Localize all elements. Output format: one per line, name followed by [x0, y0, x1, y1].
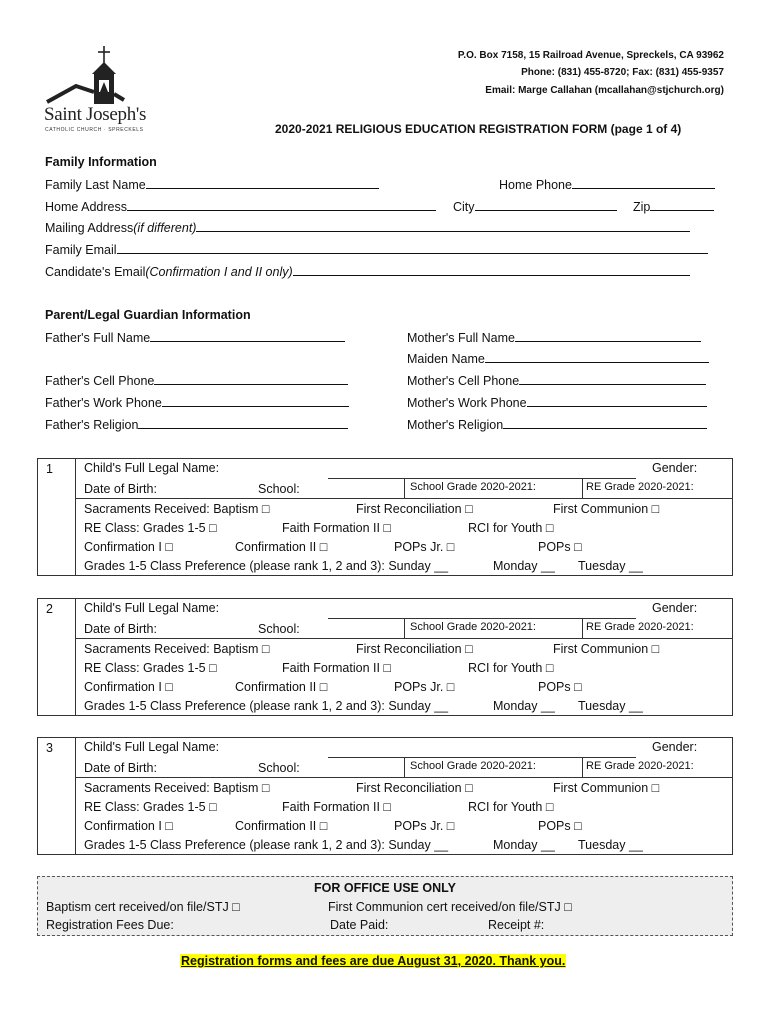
candidate-email-note: (Confirmation I and II only) — [145, 265, 293, 279]
address-line: P.O. Box 7158, 15 Railroad Avenue, Spreckels, CA 93962 — [457, 50, 724, 61]
child-block-2 — [37, 598, 733, 716]
child-school-grade-field[interactable]: School Grade 2020-2021: — [410, 481, 536, 493]
first-communion-checkbox[interactable]: First Communion □ — [553, 502, 660, 516]
first-communion-checkbox[interactable]: First Communion □ — [553, 781, 660, 795]
office-use-box — [37, 876, 733, 936]
class-preference-monday[interactable]: Monday __ — [493, 559, 555, 573]
child-number: 1 — [46, 462, 53, 476]
child-block-1 — [37, 458, 733, 576]
father-work-label: Father's Work Phone — [45, 396, 162, 410]
confirmation-2-checkbox[interactable]: Confirmation II □ — [235, 540, 328, 554]
father-cell-label: Father's Cell Phone — [45, 374, 155, 388]
first-reconciliation-checkbox[interactable]: First Reconciliation □ — [356, 781, 473, 795]
class-preference-sunday[interactable]: Grades 1-5 Class Preference (please rank 1, 2 and 3): Sunday __ — [84, 838, 449, 852]
mailing-address-field[interactable] — [45, 220, 690, 235]
child-re-grade-field[interactable]: RE Grade 2020-2021: — [586, 481, 694, 493]
child-block-3 — [37, 737, 733, 855]
first-communion-checkbox[interactable]: First Communion □ — [553, 642, 660, 656]
father-name-field[interactable] — [45, 330, 345, 345]
guardian-section-title: Parent/Legal Guardian Information — [45, 308, 251, 322]
re-class-grades-checkbox[interactable]: RE Class: Grades 1-5 □ — [84, 661, 217, 675]
zip-label: Zip — [633, 200, 651, 214]
class-preference-tuesday[interactable]: Tuesday __ — [578, 699, 643, 713]
rci-youth-checkbox[interactable]: RCI for Youth □ — [468, 800, 554, 814]
class-preference-monday[interactable]: Monday __ — [493, 838, 555, 852]
confirmation-1-checkbox[interactable]: Confirmation I □ — [84, 680, 173, 694]
church-building-icon — [42, 44, 162, 106]
maiden-name-label: Maiden Name — [407, 352, 485, 366]
communion-cert-checkbox[interactable]: First Communion cert received/on file/STJ □ — [328, 900, 572, 914]
baptism-cert-checkbox[interactable]: Baptism cert received/on file/STJ □ — [46, 900, 240, 914]
confirmation-2-checkbox[interactable]: Confirmation II □ — [235, 680, 328, 694]
family-last-name-field[interactable] — [45, 177, 379, 192]
home-address-label: Home Address — [45, 200, 127, 214]
mother-name-field[interactable] — [407, 330, 701, 345]
logo-subtitle: CATHOLIC CHURCH · SPRECKELS — [45, 127, 144, 133]
confirmation-1-checkbox[interactable]: Confirmation I □ — [84, 819, 173, 833]
mother-work-label: Mother's Work Phone — [407, 396, 527, 410]
faith-formation-checkbox[interactable]: Faith Formation II □ — [282, 661, 391, 675]
pops-checkbox[interactable]: POPs □ — [538, 819, 582, 833]
child-gender-field[interactable]: Gender: — [652, 601, 698, 615]
child-dob-field[interactable]: Date of Birth: — [84, 761, 157, 775]
child-school-grade-field[interactable]: School Grade 2020-2021: — [410, 621, 536, 633]
receipt-number-field[interactable]: Receipt #: — [488, 918, 545, 932]
deadline-notice: Registration forms and fees are due August 31, 2020. Thank you. — [181, 954, 566, 968]
child-number-cell — [38, 459, 76, 575]
child-school-field[interactable]: School: — [258, 761, 300, 775]
mother-cell-field[interactable] — [407, 373, 706, 388]
church-logo — [42, 44, 162, 134]
city-label: City — [453, 200, 475, 214]
baptism-checkbox[interactable]: Sacraments Received: Baptism □ — [84, 502, 270, 516]
family-email-label: Family Email — [45, 243, 117, 257]
mailing-address-note: (if different) — [133, 221, 197, 235]
pops-jr-checkbox[interactable]: POPs Jr. □ — [394, 540, 455, 554]
child-school-field[interactable]: School: — [258, 622, 300, 636]
class-preference-sunday[interactable]: Grades 1-5 Class Preference (please rank 1, 2 and 3): Sunday __ — [84, 559, 449, 573]
child-re-grade-field[interactable]: RE Grade 2020-2021: — [586, 621, 694, 633]
registration-fees-field[interactable]: Registration Fees Due: — [46, 918, 174, 932]
child-legal-name-field[interactable]: Child's Full Legal Name: — [84, 740, 220, 754]
form-title: 2020-2021 RELIGIOUS EDUCATION REGISTRATION FORM (page 1 of 4) — [275, 122, 682, 136]
faith-formation-checkbox[interactable]: Faith Formation II □ — [282, 800, 391, 814]
candidate-email-field[interactable] — [45, 264, 690, 279]
zip-field[interactable] — [633, 199, 714, 214]
family-section-title: Family Information — [45, 155, 157, 169]
logo-name: Saint Joseph's — [44, 104, 147, 125]
father-work-field[interactable] — [45, 395, 349, 410]
family-email-field[interactable] — [45, 242, 708, 257]
child-legal-name-field[interactable]: Child's Full Legal Name: — [84, 601, 220, 615]
confirmation-2-checkbox[interactable]: Confirmation II □ — [235, 819, 328, 833]
pops-checkbox[interactable]: POPs □ — [538, 680, 582, 694]
date-paid-field[interactable]: Date Paid: — [330, 918, 389, 932]
class-preference-monday[interactable]: Monday __ — [493, 699, 555, 713]
child-gender-field[interactable]: Gender: — [652, 461, 698, 475]
baptism-checkbox[interactable]: Sacraments Received: Baptism □ — [84, 642, 270, 656]
mother-work-field[interactable] — [407, 395, 707, 410]
child-school-grade-field[interactable]: School Grade 2020-2021: — [410, 760, 536, 772]
baptism-checkbox[interactable]: Sacraments Received: Baptism □ — [84, 781, 270, 795]
pops-checkbox[interactable]: POPs □ — [538, 540, 582, 554]
father-religion-label: Father's Religion — [45, 418, 139, 432]
maiden-name-field[interactable] — [407, 351, 709, 366]
father-cell-field[interactable] — [45, 373, 348, 388]
child-re-grade-field[interactable]: RE Grade 2020-2021: — [586, 760, 694, 772]
child-number: 3 — [46, 741, 53, 755]
rci-youth-checkbox[interactable]: RCI for Youth □ — [468, 521, 554, 535]
first-reconciliation-checkbox[interactable]: First Reconciliation □ — [356, 502, 473, 516]
phone-line: Phone: (831) 455-8720; Fax: (831) 455-9357 — [521, 67, 724, 78]
confirmation-1-checkbox[interactable]: Confirmation I □ — [84, 540, 173, 554]
office-use-title: FOR OFFICE USE ONLY — [314, 881, 456, 895]
candidate-email-label: Candidate's Email — [45, 265, 146, 279]
mother-religion-field[interactable] — [407, 417, 707, 432]
re-class-grades-checkbox[interactable]: RE Class: Grades 1-5 □ — [84, 521, 217, 535]
father-religion-field[interactable] — [45, 417, 348, 432]
mother-cell-label: Mother's Cell Phone — [407, 374, 520, 388]
family-last-name-label: Family Last Name — [45, 178, 146, 192]
mother-religion-label: Mother's Religion — [407, 418, 504, 432]
home-phone-label: Home Phone — [499, 178, 572, 192]
home-phone-field[interactable] — [499, 177, 715, 192]
rci-youth-checkbox[interactable]: RCI for Youth □ — [468, 661, 554, 675]
first-reconciliation-checkbox[interactable]: First Reconciliation □ — [356, 642, 473, 656]
mother-name-label: Mother's Full Name — [407, 331, 515, 345]
re-class-grades-checkbox[interactable]: RE Class: Grades 1-5 □ — [84, 800, 217, 814]
home-address-field[interactable] — [45, 199, 436, 214]
child-number-cell — [38, 599, 76, 715]
child-school-field[interactable]: School: — [258, 482, 300, 496]
child-number-cell — [38, 738, 76, 854]
mailing-address-label: Mailing Address — [45, 221, 134, 235]
child-legal-name-field[interactable]: Child's Full Legal Name: — [84, 461, 220, 475]
child-dob-field[interactable]: Date of Birth: — [84, 622, 157, 636]
class-preference-sunday[interactable]: Grades 1-5 Class Preference (please rank 1, 2 and 3): Sunday __ — [84, 699, 449, 713]
email-line: Email: Marge Callahan (mcallahan@stjchurch.org) — [485, 85, 724, 96]
class-preference-tuesday[interactable]: Tuesday __ — [578, 838, 643, 852]
class-preference-tuesday[interactable]: Tuesday __ — [578, 559, 643, 573]
pops-jr-checkbox[interactable]: POPs Jr. □ — [394, 819, 455, 833]
child-number: 2 — [46, 602, 53, 616]
child-dob-field[interactable]: Date of Birth: — [84, 482, 157, 496]
pops-jr-checkbox[interactable]: POPs Jr. □ — [394, 680, 455, 694]
child-gender-field[interactable]: Gender: — [652, 740, 698, 754]
faith-formation-checkbox[interactable]: Faith Formation II □ — [282, 521, 391, 535]
father-name-label: Father's Full Name — [45, 331, 151, 345]
city-field[interactable] — [453, 199, 617, 214]
